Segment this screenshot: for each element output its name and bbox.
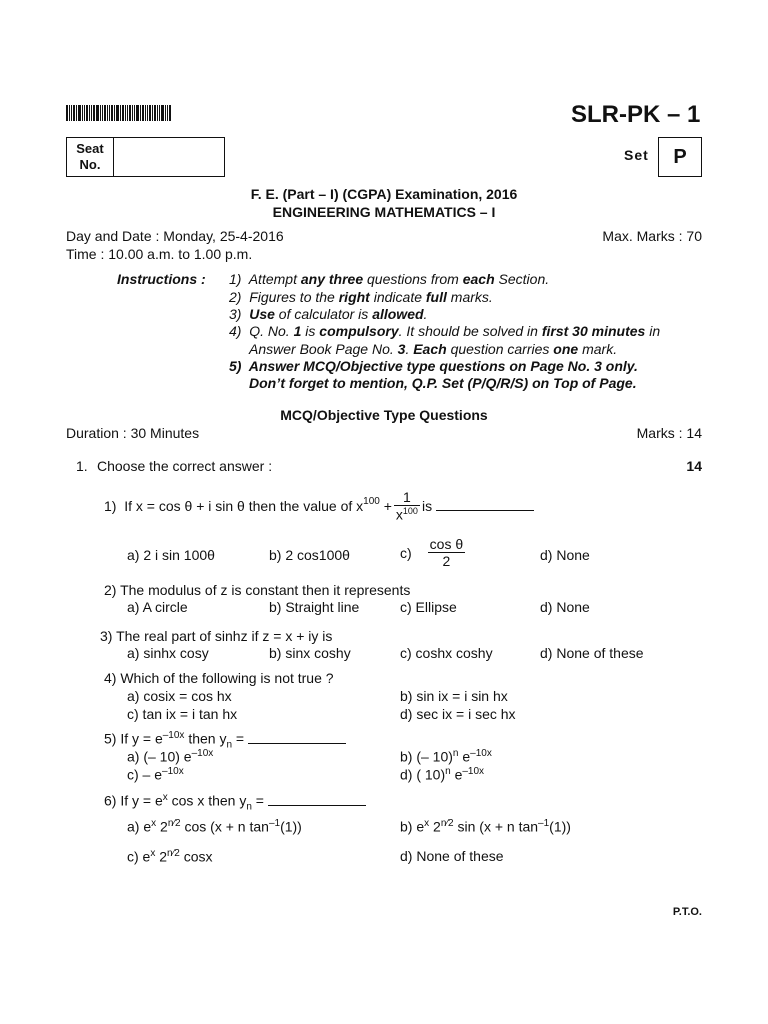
barcode-bar bbox=[116, 105, 119, 121]
barcode-bar bbox=[125, 105, 126, 121]
barcode-bar bbox=[132, 105, 133, 121]
barcode-bar bbox=[161, 105, 164, 121]
paper-code: SLR-PK – 1 bbox=[571, 101, 701, 128]
barcode-bar bbox=[114, 105, 115, 121]
barcode-bar bbox=[107, 105, 108, 121]
barcode-bar bbox=[167, 105, 168, 121]
subquestion-1-option-c: c) $\frac{\text{cos θ}}{2}$ bbox=[400, 536, 464, 570]
barcode-bar bbox=[127, 105, 128, 121]
instruction-5-continued: Don’t forget to mention, Q.P. Set (P/Q/R/S) on Top of Page. bbox=[249, 375, 637, 391]
instruction-5: 5) Answer MCQ/Objective type questions on Page No. 3 only. bbox=[229, 358, 638, 374]
subquestion-5-option-d: d) ( 10)$^n$ $e^{-10x}$ bbox=[400, 766, 485, 783]
barcode-bar bbox=[129, 105, 131, 121]
barcode-bar bbox=[66, 105, 68, 121]
barcode-bar bbox=[152, 105, 153, 121]
barcode-bar bbox=[71, 105, 72, 121]
subquestion-1-option-d: d) None bbox=[540, 547, 590, 563]
subquestion-4-option-b: b) sin ix = i sin hx bbox=[400, 688, 508, 704]
subquestion-2-option-a: a) A circle bbox=[127, 599, 188, 615]
barcode-bar bbox=[149, 105, 151, 121]
max-marks: Max. Marks : 70 bbox=[602, 228, 702, 244]
barcode-bar bbox=[78, 105, 81, 121]
barcode-bar bbox=[120, 105, 121, 121]
section-marks: Marks : 14 bbox=[636, 425, 702, 441]
seat-label: Seat No. bbox=[76, 141, 104, 172]
subquestion-6: 6) If $y = e^x$ cos x then $y_n$ = bbox=[104, 792, 366, 813]
question-number: 1. bbox=[76, 458, 88, 474]
barcode-bar bbox=[147, 105, 148, 121]
subquestion-6-option-d: d) None of these bbox=[400, 848, 504, 864]
barcode-bar bbox=[109, 105, 110, 121]
answer-blank bbox=[436, 500, 534, 511]
answer-blank bbox=[268, 795, 366, 806]
instruction-4: 4) Q. No. 1 is compulsory. It should be solved in first 30 minutes in bbox=[229, 323, 661, 339]
subquestion-2-option-b: b) Straight line bbox=[269, 599, 360, 615]
subquestion-2-option-c: c) Ellipse bbox=[400, 599, 457, 615]
question-marks: 14 bbox=[686, 458, 702, 474]
barcode-bar bbox=[76, 105, 77, 121]
barcode-bar bbox=[165, 105, 166, 121]
subquestion-5-option-b: b) (– 10)$^n$ $e^{-10x}$ bbox=[400, 748, 492, 765]
barcode-bar bbox=[159, 105, 160, 121]
subquestion-1: 1) If x = cos θ + i sin θ then the value of x $^{100}$ + $\frac{1}{x^{100}}$ is bbox=[104, 489, 534, 523]
barcode-bar bbox=[134, 105, 135, 121]
subquestion-6-option-b: b) $e^x$ $2^{n⁄2}$ sin (x + n $\tan^{-1}(1)$) bbox=[400, 818, 571, 835]
barcode-bar bbox=[69, 105, 70, 121]
subquestion-5-option-a: a) (– 10) $e^{-10x}$ bbox=[127, 748, 214, 765]
subquestion-5: 5) If $y = e^{-10x}$ then $y_n$ = bbox=[104, 730, 346, 751]
fraction: $\frac{\text{cos θ}}{2}$ bbox=[429, 536, 464, 570]
subquestion-3-option-b: b) sinx coshy bbox=[269, 645, 351, 661]
answer-blank bbox=[248, 733, 346, 744]
barcode-bar bbox=[82, 105, 83, 121]
subquestion-1-option-a: a) 2 i sin 100θ bbox=[127, 547, 215, 563]
subquestion-3: 3) The real part of sinhz if z = x + iy is bbox=[100, 628, 333, 644]
subquestion-4-option-d: d) sec ix = i sec hx bbox=[400, 706, 516, 722]
fraction: $\frac{1}{x^{100}}$ bbox=[395, 489, 418, 523]
barcode-bar bbox=[89, 105, 90, 121]
section-heading: MCQ/Objective Type Questions bbox=[280, 407, 488, 423]
subquestion-6-option-a: a) $e^x$ $2^{n⁄2}$ cos (x + n $\tan^{-1}(1)$) bbox=[127, 818, 302, 835]
barcode-bar bbox=[96, 105, 99, 121]
barcode-bar bbox=[136, 105, 139, 121]
instruction-2: 2) Figures to the right indicate full marks. bbox=[229, 289, 493, 305]
barcode-bar bbox=[169, 105, 171, 121]
subquestion-4-option-a: a) cosix = cos hx bbox=[127, 688, 232, 704]
set-value-box: P bbox=[658, 137, 702, 177]
barcode-bar bbox=[154, 105, 156, 121]
barcode-bar bbox=[157, 105, 158, 121]
seat-divider bbox=[113, 138, 114, 176]
subject-title: ENGINEERING MATHEMATICS – I bbox=[272, 204, 496, 220]
barcode-bar bbox=[145, 105, 146, 121]
barcode-bar bbox=[84, 105, 85, 121]
set-label: Set bbox=[624, 147, 649, 163]
seat-number-box[interactable] bbox=[66, 137, 225, 177]
pto-label: P.T.O. bbox=[672, 906, 702, 918]
day-and-date: Day and Date : Monday, 25-4-2016 bbox=[66, 228, 284, 244]
subquestion-3-option-c: c) coshx coshy bbox=[400, 645, 493, 661]
subquestion-3-option-d: d) None of these bbox=[540, 645, 644, 661]
barcode-bar bbox=[122, 105, 124, 121]
barcode bbox=[66, 105, 182, 121]
barcode-bar bbox=[73, 105, 75, 121]
instruction-4-continued: Answer Book Page No. 3. Each question carries one mark. bbox=[249, 341, 618, 357]
instruction-3: 3) Use of calculator is allowed. bbox=[229, 306, 428, 322]
subquestion-2-option-d: d) None bbox=[540, 599, 590, 615]
barcode-bar bbox=[140, 105, 141, 121]
subquestion-4-option-c: c) tan ix = i tan hx bbox=[127, 706, 238, 722]
section-duration: Duration : 30 Minutes bbox=[66, 425, 200, 441]
subquestion-5-option-c: $c) - e^{-10x}$ bbox=[127, 766, 184, 783]
subquestion-6-option-c: c) $e^x$ $2^{n⁄2}$ cosx bbox=[127, 848, 213, 865]
barcode-bar bbox=[111, 105, 113, 121]
barcode-bar bbox=[142, 105, 144, 121]
subquestion-2: 2) The modulus of z is constant then it represents bbox=[104, 582, 411, 598]
subquestion-4: 4) Which of the following is not true ? bbox=[104, 670, 334, 686]
subquestion-1-option-b: b) 2 cos100θ bbox=[269, 547, 350, 563]
instruction-1: 1) Attempt any three questions from each Section. bbox=[229, 271, 550, 287]
subquestion-3-option-a: a) sinhx cosy bbox=[127, 645, 209, 661]
barcode-bar bbox=[100, 105, 101, 121]
barcode-bar bbox=[86, 105, 88, 121]
barcode-bar bbox=[102, 105, 103, 121]
barcode-bar bbox=[93, 105, 95, 121]
instructions-label: Instructions : bbox=[117, 271, 206, 287]
barcode-bar bbox=[104, 105, 106, 121]
barcode-bar bbox=[91, 105, 92, 121]
question-text: Choose the correct answer : bbox=[97, 458, 273, 474]
exam-title: F. E. (Part – I) (CGPA) Examination, 2016 bbox=[250, 186, 518, 202]
exam-time: Time : 10.00 a.m. to 1.00 p.m. bbox=[66, 246, 253, 262]
